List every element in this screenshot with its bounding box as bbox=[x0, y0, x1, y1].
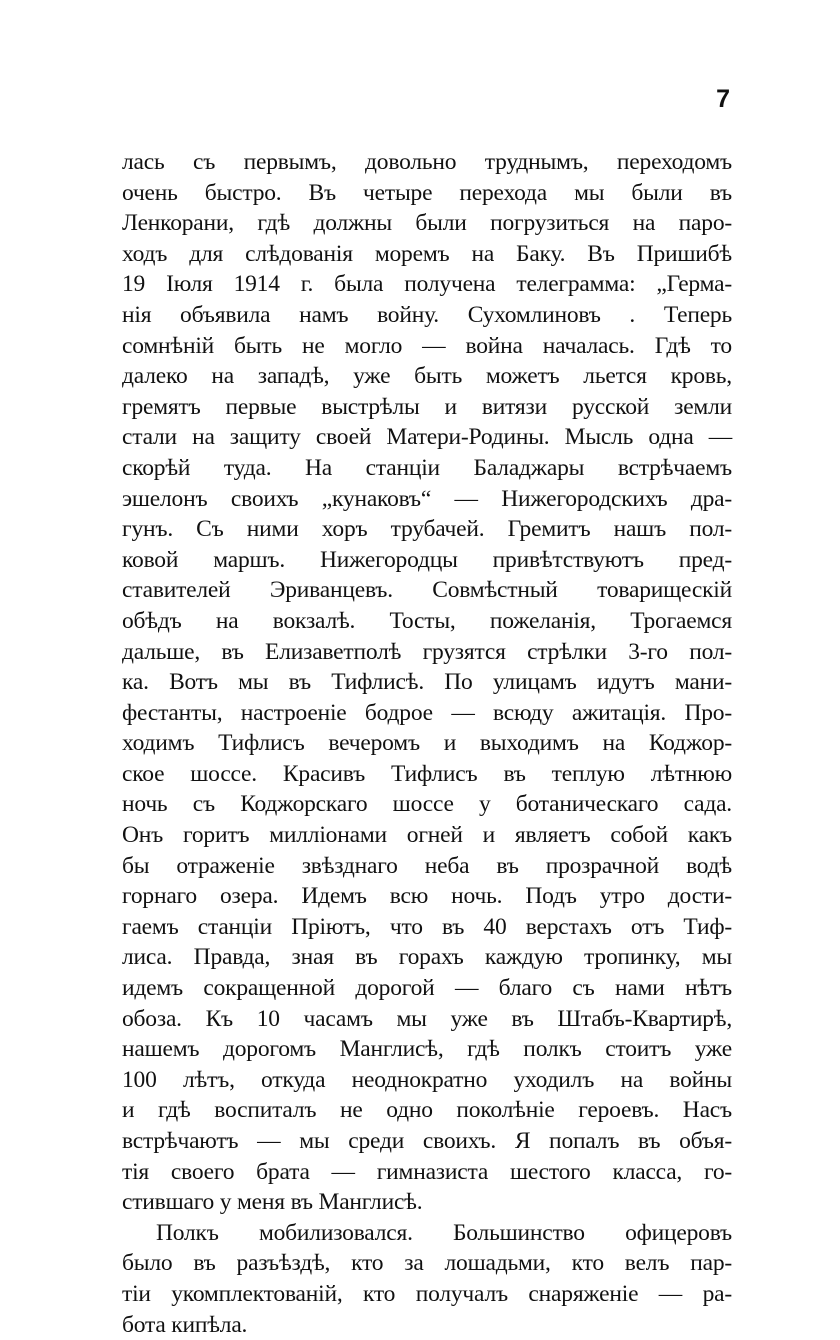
text-line: Ленкорани, гдѣ должны были погрузиться на паро- bbox=[122, 210, 732, 237]
text-line: гремятъ первые выстрѣлы и витязи русской земли bbox=[122, 393, 732, 420]
text-line: фестанты, настроеніе бодрое — всюду ажитація. Про- bbox=[122, 699, 732, 726]
text-line: лиса. Правда, зная въ горахъ каждую тропинку, мы bbox=[122, 944, 732, 971]
text-line: встрѣчаютъ — мы среди своихъ. Я попалъ въ объя- bbox=[122, 1128, 732, 1154]
text-line: гунъ. Съ ними хоръ трубачей. Гремитъ нашъ пол- bbox=[122, 516, 732, 543]
text-line: тія своего брата — гимназиста шестого класса, го- bbox=[122, 1158, 732, 1185]
text-line: далеко на западѣ, уже быть можетъ льется кровь, bbox=[122, 363, 732, 390]
text-line: ставителей Эриванцевъ. Совмѣстный товарищескій bbox=[122, 577, 732, 604]
text-line: дальше, въ Елизаветполѣ грузятся стрѣлки 3-го пол- bbox=[122, 638, 732, 665]
text-line: ковой маршъ. Нижегородцы привѣтствуютъ пред- bbox=[122, 546, 732, 573]
text-line: эшелонъ своихъ „кунаковъ“ — Нижегородскихъ дра- bbox=[122, 485, 732, 512]
text-line: бы отраженіе звѣзднаго неба въ прозрачной водѣ bbox=[122, 852, 732, 879]
text-line: очень быстро. Въ четыре перехода мы были въ bbox=[122, 179, 732, 206]
page-number: 7 bbox=[716, 85, 730, 113]
text-line: было въ разъѣздѣ, кто за лошадьми, кто велъ пар- bbox=[122, 1250, 732, 1277]
text-line: сомнѣній быть не могло — война началась. Гдѣ то bbox=[122, 332, 732, 359]
text-line: стали на защиту своей Матери-Родины. Мысль одна — bbox=[122, 424, 732, 451]
text-line: 100 лѣтъ, откуда неоднократно уходилъ на войны bbox=[122, 1066, 732, 1093]
text-line: тіи укомплектованій, кто получалъ снаряженіе — ра- bbox=[122, 1280, 732, 1307]
text-line: лась съ первымъ, довольно труднымъ, переходомъ bbox=[122, 149, 732, 175]
text-line: ка. Вотъ мы въ Тифлисѣ. По улицамъ идутъ мани- bbox=[122, 669, 732, 696]
text-line: обѣдъ на вокзалѣ. Тосты, пожеланія, Трогаемся bbox=[122, 607, 732, 634]
text-line: ходимъ Тифлисъ вечеромъ и выходимъ на Коджор- bbox=[122, 730, 732, 757]
text-line: ходъ для слѣдованія моремъ на Баку. Въ Пришибѣ bbox=[122, 240, 732, 267]
text-line: ское шоссе. Красивъ Тифлисъ въ теплую лѣтнюю bbox=[122, 760, 732, 787]
text-line: нія объявила намъ войну. Сухомлиновъ . Теперь bbox=[122, 301, 732, 328]
text-line: Онъ горитъ милліонами огней и являетъ собой какъ bbox=[122, 822, 732, 849]
text-line: горнаго озера. Идемъ всю ночь. Подъ утро дости- bbox=[122, 883, 732, 910]
text-line: идемъ сокращенной дорогой — благо съ нами нѣтъ bbox=[122, 975, 732, 1002]
text-line-paragraph-end: бота кипѣла. bbox=[122, 1311, 248, 1338]
text-line: обоза. Къ 10 часамъ мы уже въ Штабъ-Квартирѣ, bbox=[122, 1005, 732, 1032]
text-line: гаемъ станціи Пріютъ, что въ 40 верстахъ отъ Тиф- bbox=[122, 913, 732, 940]
text-line-paragraph-end: стившаго у меня въ Манглисѣ. bbox=[122, 1189, 423, 1216]
text-line: 19 Іюля 1914 г. была получена телеграмма: „Герма- bbox=[122, 271, 732, 298]
text-line-paragraph-start: Полкъ мобилизовался. Большинство офицеровъ bbox=[156, 1219, 732, 1246]
text-line: нашемъ дорогомъ Манглисѣ, гдѣ полкъ стоитъ уже bbox=[122, 1036, 732, 1063]
text-line: и гдѣ воспиталъ не одно поколѣніе героевъ. Насъ bbox=[122, 1097, 732, 1124]
body-text bbox=[122, 147, 732, 1340]
text-line: скорѣй туда. На станціи Баладжары встрѣчаемъ bbox=[122, 454, 732, 481]
text-line: ночь съ Коджорскаго шоссе у ботаническаго сада. bbox=[122, 791, 732, 818]
